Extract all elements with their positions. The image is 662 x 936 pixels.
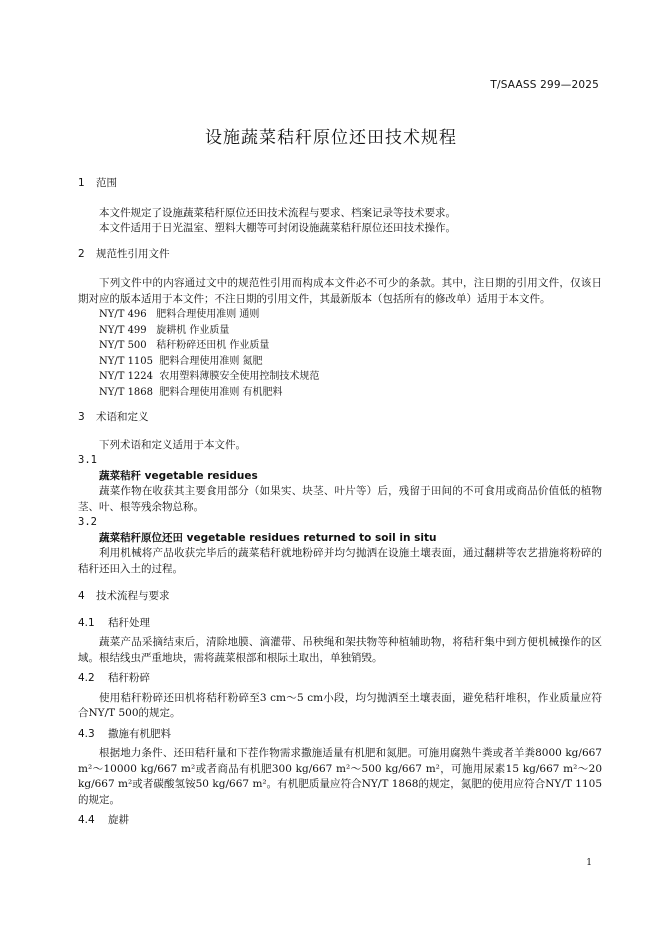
section-number: 1 [78,177,85,189]
subsection-title: 撒施有机肥料 [108,727,171,740]
section-number: 2 [78,247,85,260]
reference-item: NY/T 499 旋耕机 作业质量 [99,324,230,336]
term-definition: 利用机械将产品收获完毕后的蔬菜秸秆就地粉碎并均匀抛洒在设施土壤表面，通过翻耕等农艺措施将粉碎的秸秆还田入土的过程。 [78,547,602,575]
subsection-number: 4.3 [78,727,95,740]
reference-item: NY/T 1105 肥料合理使用准则 氮肥 [99,355,263,367]
subsection-title: 旋耕 [108,814,129,826]
paragraph: 本文件规定了设施蔬菜秸秆原位还田技术流程与要求、档案记录等技术要求。 [99,206,456,219]
subsection-number: 4.1 [78,616,95,629]
term-number: 3.1 [78,454,97,466]
reference-item: NY/T 1868 肥料合理使用准则 有机肥料 [99,386,283,398]
subsection-number: 4.2 [78,672,95,684]
paragraph: 使用秸秆粉碎还田机将秸秆粉碎至3 cm～5 cm小段，均匀抛洒至土壤表面，避免秸秆堆积，作业质量应符合NY/T 500的规定。 [78,691,602,719]
document-title: 设施蔬菜秸秆原位还田技术规程 [205,128,457,148]
section-heading-2 [78,247,602,263]
subsection-heading [78,727,602,743]
section-number: 3 [78,411,85,423]
paragraph: 下列文件中的内容通过文中的规范性引用而构成本文件必不可少的条款。其中，注日期的引用文件，仅该日期对应的版本适用于本文件；不注日期的引用文件，其最新版本（包括所有的修改单）适用于本文件。 [78,277,602,305]
section-heading-1 [78,176,602,192]
paragraph: 蔬菜产品采摘结束后，清除地膜、滴灌带、吊秧绳和架扶物等种植辅助物，将秸秆集中到方便机械操作的区域。根结线虫严重地块，需将蔬菜根部和根际土取出，单独销毁。 [78,636,602,664]
paragraph: 根据地力条件、还田秸秆量和下茬作物需求撒施适量有机肥和氮肥。可施用腐熟牛粪或者羊粪8000 kg/667 m²～10000 kg/667 m²或者商品有机肥300 kg/667 m²～500 kg/667 m²，可施用尿素15 kg/667 m²～20 kg/667 m²或者碳酸氢铵50 kg/667 m²。有机肥质量应符合NY/T 1868的规定，氮肥的使用应符合NY/T 1105的规定。 [78,747,602,806]
term-definition: 蔬菜作物在收获其主要食用部分（如果实、块茎、叶片等）后，残留于田间的不可食用或商品价值低的植物茎、叶、根等残余物总称。 [78,485,602,513]
section-title: 规范性引用文件 [96,247,170,260]
reference-item: NY/T 496 肥料合理使用准则 通则 [99,309,260,320]
document-body [78,176,602,829]
standard-code: T/SAASS 299—2025 [490,79,599,91]
paragraph: 下列术语和定义适用于本文件。 [99,438,246,451]
section-heading-3 [78,410,602,426]
reference-item: NY/T 500 秸秆粉碎还田机 作业质量 [99,340,270,351]
term-name: 蔬菜秸秆原位还田 vegetable residues returned to soil in situ [99,531,437,544]
subsection-title: 秸秆粉碎 [108,672,150,684]
section-number: 4 [78,590,85,602]
reference-item: NY/T 1224 农用塑料薄膜安全使用控制技术规范 [99,371,320,382]
section-title: 术语和定义 [96,411,149,423]
subsection-heading [78,671,602,687]
subsection-heading [78,813,602,829]
section-title: 技术流程与要求 [96,590,170,602]
subsection-heading [78,616,602,632]
section-heading-4 [78,589,602,605]
term-number: 3.2 [78,516,97,528]
term-name: 蔬菜秸秆 vegetable residues [99,469,258,482]
subsection-number: 4.4 [78,814,95,826]
subsection-title: 秸秆处理 [108,616,150,629]
section-title: 范围 [96,177,117,189]
paragraph: 本文件适用于日光温室、塑料大棚等可封闭设施蔬菜秸秆原位还田技术操作。 [99,222,456,234]
page-number: 1 [586,858,592,868]
